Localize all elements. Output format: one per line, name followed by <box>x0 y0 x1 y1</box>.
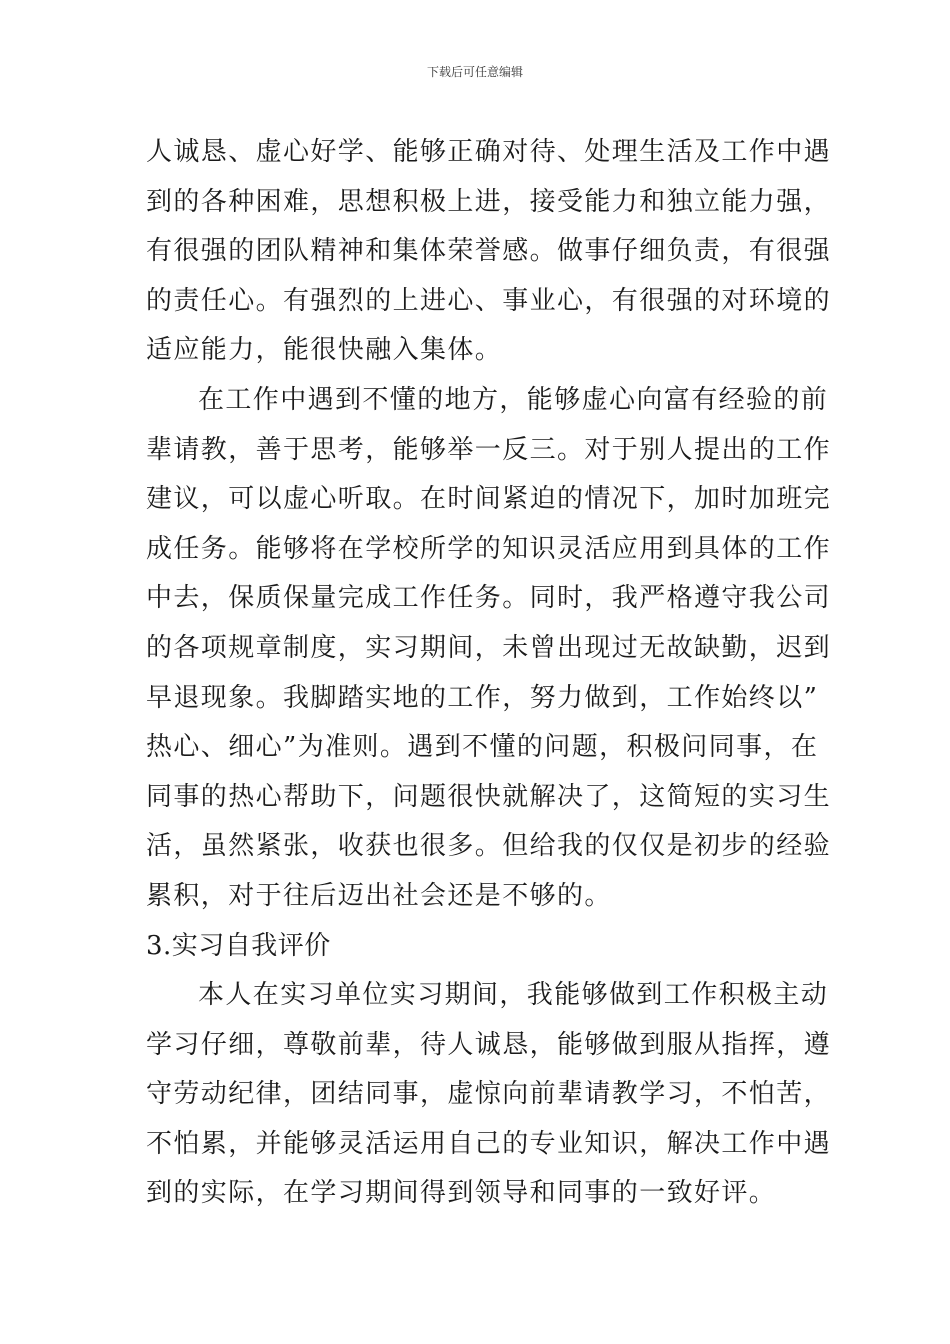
text-line: 的各项规章制度，实习期间，未曾出现过无故缺勤，迟到 <box>146 632 832 663</box>
text-line: 适应能力，能很快融入集体。 <box>146 335 503 366</box>
text-line: 学习仔细，尊敬前辈，待人诚恳，能够做到服从指挥，遵 <box>146 1029 832 1060</box>
text-line: 累积，对于往后迈出社会还是不够的。 <box>146 880 612 911</box>
text-line: 的责任心。有强烈的上进心、事业心，有很强的对环境的 <box>146 285 832 316</box>
text-line: 辈请教，善于思考，能够举一反三。对于别人提出的工作 <box>146 434 832 465</box>
text-line: 有很强的团队精神和集体荣誉感。做事仔细负责，有很强 <box>146 236 832 267</box>
text-line: 到的实际，在学习期间得到领导和同事的一致好评。 <box>146 1178 777 1209</box>
paragraph-first-line: 本人在实习单位实习期间，我能够做到工作积极主动 <box>198 980 829 1011</box>
text-line: 人诚恳、虚心好学、能够正确对待、处理生活及工作中遇 <box>146 137 832 167</box>
text-line: 到的各种困难，思想积极上进，接受能力和独立能力强， <box>146 186 832 217</box>
text-line: 活，虽然紧张，收获也很多。但给我的仅仅是初步的经验 <box>146 831 832 862</box>
paragraph-first-line: 在工作中遇到不懂的地方，能够虚心向富有经验的前 <box>198 384 829 415</box>
text-line: 不怕累，并能够灵活运用自己的专业知识，解决工作中遇 <box>146 1128 832 1159</box>
text-line: 守劳动纪律，团结同事，虚惊向前辈请教学习，不怕苦， <box>146 1079 832 1110</box>
document-body <box>146 128 832 1219</box>
section-heading: 3.实习自我评价 <box>146 930 331 961</box>
text-line: 同事的热心帮助下，问题很快就解决了，这简短的实习生 <box>146 781 832 812</box>
text-line: 热心、细心”为准则。遇到不懂的问题，积极问同事，在 <box>146 732 819 763</box>
text-line: 中去，保质保量完成工作任务。同时，我严格遵守我公司 <box>146 583 832 614</box>
text-line: 建议，可以虚心听取。在时间紧迫的情况下，加时加班完 <box>146 484 832 515</box>
text-line: 早退现象。我脚踏实地的工作，努力做到，工作始终以” <box>146 682 819 713</box>
text-line: 成任务。能够将在学校所学的知识灵活应用到具体的工作 <box>146 533 832 564</box>
page-header: 下载后可任意编辑 <box>426 65 523 79</box>
